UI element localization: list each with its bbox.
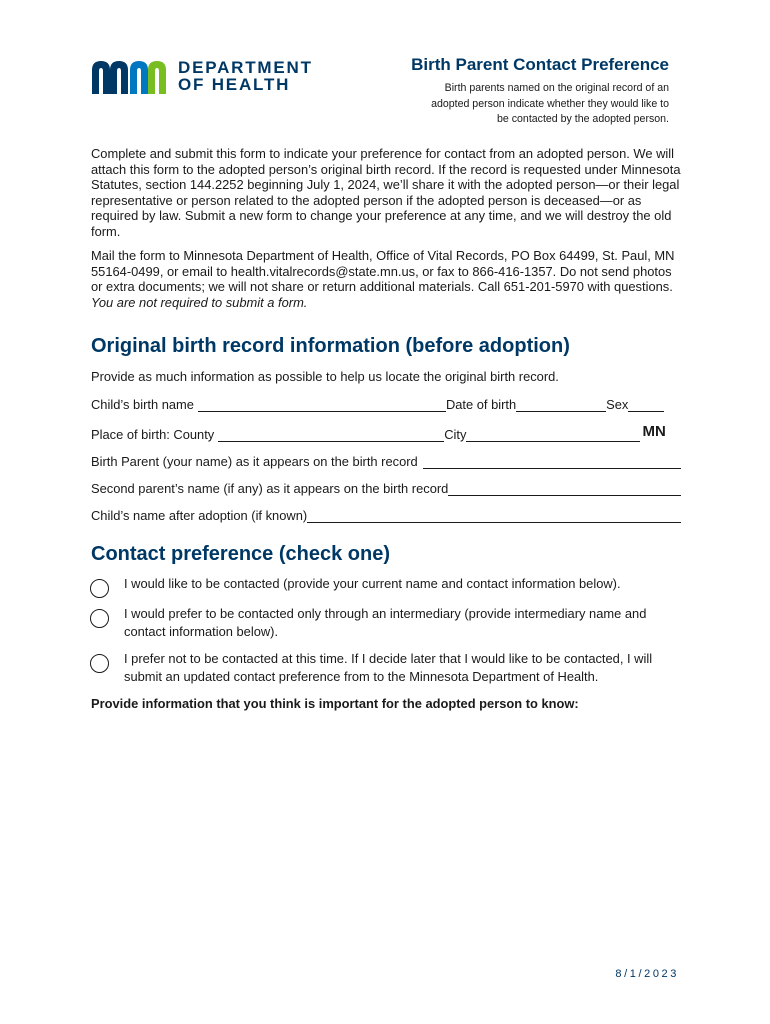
- form-header: [369, 55, 669, 128]
- option-label: I would like to be contacted (provide your current name and contact information below).: [124, 576, 621, 591]
- row-birth-name: [91, 394, 681, 412]
- form-title: Birth Parent Contact Preference: [411, 55, 669, 74]
- subtitle-line: be contacted by the adopted person.: [497, 113, 669, 125]
- subtitle-line: Birth parents named on the original record of an: [444, 82, 669, 94]
- county-field[interactable]: [218, 427, 444, 442]
- section-lead: Provide as much information as possible to help us locate the original birth record.: [91, 369, 559, 384]
- logo-line-1: DEPARTMENT: [178, 58, 313, 77]
- intro-paragraph-2: [91, 248, 683, 310]
- mn-logo-icon: [90, 58, 170, 96]
- mdh-logo: [90, 58, 320, 96]
- radio-button[interactable]: [90, 609, 109, 628]
- option-label: I would prefer to be contacted only through an intermediary (provide intermediary name and contact information below).: [124, 606, 647, 639]
- intro-p2-text: Mail the form to Minnesota Department of Health, Office of Vital Records, PO Box 64499, St. Paul, MN 55164-0499, or email to health.vitalrecords@state.mn.us, or fax to 866-416-1357. Do not send photos or extra documents; we will not share or return additional materials. Call 651-201-5970 with questions.: [91, 248, 675, 294]
- row-birth-parent: [91, 451, 681, 469]
- label-second-parent: Second parent’s name (if any) as it appears on the birth record: [91, 481, 449, 496]
- radio-button[interactable]: [90, 654, 109, 673]
- child-after-adoption-field[interactable]: [307, 508, 681, 523]
- form-date: 8/1/2023: [615, 968, 679, 980]
- date-of-birth-field[interactable]: [516, 397, 606, 412]
- row-child-after: [91, 505, 681, 523]
- label-birth-parent: Birth Parent (your name) as it appears on the birth record: [91, 454, 418, 469]
- second-parent-field[interactable]: [448, 481, 681, 496]
- logo-line-2: OF HEALTH: [178, 75, 291, 94]
- label-date-of-birth: Date of birth: [445, 397, 517, 412]
- subtitle-line: adopted person indicate whether they would like to: [431, 97, 669, 110]
- label-child-after-adoption: Child’s name after adoption (if known): [91, 508, 308, 523]
- label-child-birth-name: Child’s birth name: [91, 397, 194, 412]
- birth-parent-field[interactable]: [423, 454, 681, 469]
- label-place-of-birth: Place of birth: County: [91, 427, 215, 442]
- label-city: City: [444, 427, 467, 442]
- section-title-contact-preference: Contact preference (check one): [91, 543, 390, 565]
- intro-p2-italic: You are not required to submit a form.: [91, 294, 308, 310]
- intro-paragraph-1: Complete and submit this form to indicate your preference for contact from an adopted person. We will attach this form to the adopted person’s original birth record. If the record is requested under Minnesota Statutes, section 144.2252 beginning July 1, 2024, we’ll share it with the adopted person—or their legal representative or person related to the adopted person if the adopted person is deceased—or as required by law. Submit a new form to change your preference at any time, and we will destroy the old form.: [91, 146, 681, 239]
- row-place-of-birth: [91, 424, 681, 442]
- sex-field[interactable]: [628, 397, 664, 412]
- radio-button[interactable]: [90, 579, 109, 598]
- intro-text: [91, 146, 683, 319]
- state-value: MN: [642, 423, 666, 440]
- provide-info-label: Provide information that you think is important for the adopted person to know:: [91, 696, 579, 711]
- row-second-parent: [91, 478, 681, 496]
- child-birth-name-field[interactable]: [198, 397, 446, 412]
- section-title-birth-record: Original birth record information (before adoption): [91, 335, 570, 357]
- city-field[interactable]: [466, 427, 640, 442]
- form-subtitle: [369, 81, 669, 128]
- option-label: I prefer not to be contacted at this time. If I decide later that I would like to be contacted, I will submit an updated contact preference from to the Minnesota Department of Health.: [124, 651, 653, 684]
- label-sex: Sex: [606, 397, 629, 412]
